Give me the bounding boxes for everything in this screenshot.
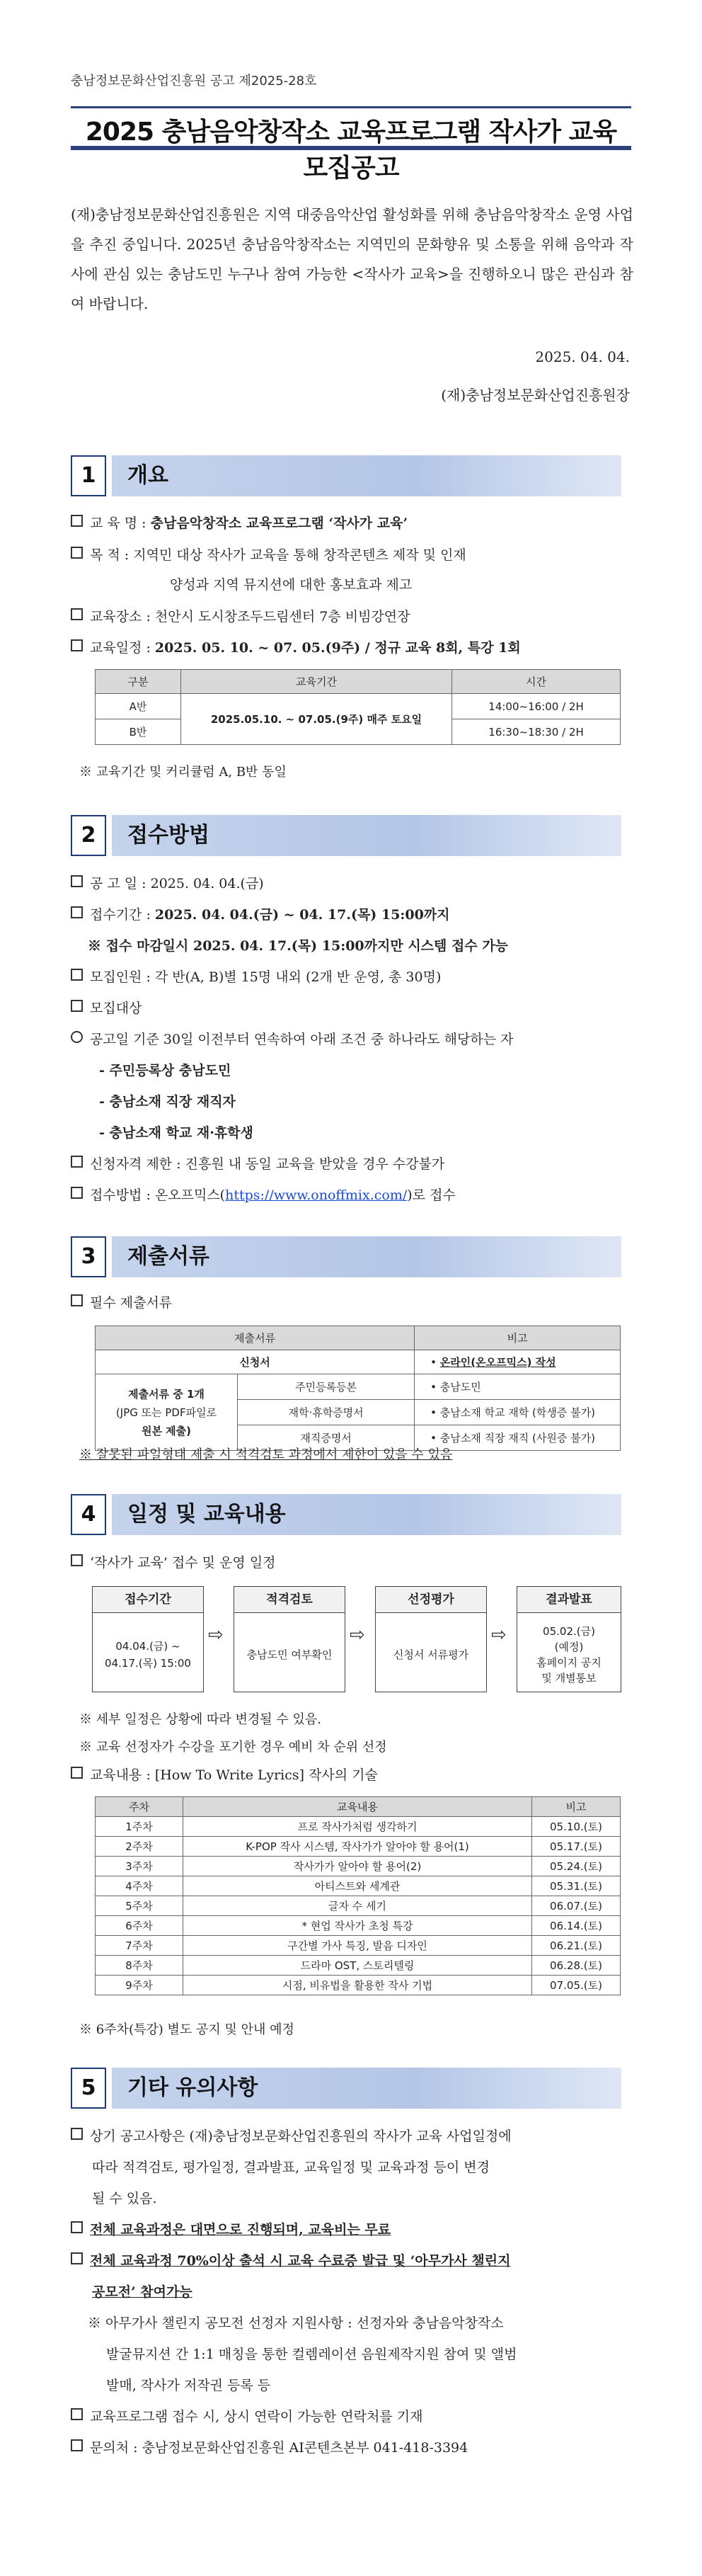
- square-bullet-icon: [71, 515, 83, 527]
- table-cell: 주민등록등본: [238, 1374, 415, 1400]
- table-header: 비고: [415, 1326, 621, 1350]
- restriction-line: 신청자격 제한 : 진흥원 내 동일 교육을 받았을 경우 수강불가: [71, 1153, 444, 1175]
- onoffmix-link[interactable]: https://www.onoffmix.com/: [225, 1187, 408, 1203]
- table-cell: 9주차: [96, 1976, 183, 1995]
- table-cell: 05.31.(토): [532, 1876, 621, 1896]
- place-line: 교육장소 : 천안시 도시창조두드림센터 7층 비빔강연장: [71, 606, 410, 627]
- square-bullet-icon: [71, 2252, 83, 2264]
- sec4-note-2: ※ 교육 선정자가 수강을 포기한 경우 예비 차 순위 선정: [79, 1740, 387, 1755]
- table-row: [96, 1916, 621, 1936]
- section-title: 일정 및 교육내용: [112, 1494, 621, 1535]
- square-bullet-icon: [71, 2221, 83, 2233]
- intro-paragraph: (재)충남정보문화산업진흥원은 지역 대중음악산업 활성화를 위해 충남음악창작소 운영 사업을 추진 중입니다. 2025년 충남음악창작소는 지역민의 문화향유 및 소통을 위해 음악과 작사에 관심 있는 충남도민 누구나 참여 가능한 <작사가 교육>을 진행하오니 많은 관심과 참여 바랍니다.: [71, 206, 633, 312]
- square-bullet-icon: [71, 1156, 83, 1168]
- announcement-date: 2025. 04. 04.: [535, 348, 630, 365]
- square-bullet-icon: [71, 2128, 83, 2140]
- table-header: 제출서류: [96, 1326, 415, 1350]
- document-number: 충남정보문화산업진흥원 공고 제2025-28호: [71, 74, 317, 89]
- required-docs-line: 필수 제출서류: [71, 1292, 172, 1313]
- section-1-header: [71, 455, 621, 496]
- table-cell: 7주차: [96, 1936, 183, 1956]
- notice-line-4: ※ 아무가사 챌린지 공모전 선정자 지원사항 : 선정자와 충남음악창작소: [88, 2315, 504, 2331]
- circle-bullet-icon: [71, 1031, 83, 1043]
- table-cell: 16:30~18:30 / 2H: [452, 719, 621, 745]
- period-line: 교육일정 : 2025. 05. 10. ~ 07. 05.(9주) / 정규 교육 8회, 특강 1회: [71, 637, 521, 659]
- target-item: - 주민등록상 충남도민: [99, 1063, 231, 1078]
- table-cell: 2주차: [96, 1837, 183, 1857]
- table-cell: B반: [96, 719, 181, 745]
- table-cell: 재학·휴학증명서: [238, 1400, 415, 1425]
- table-cell: 05.10.(토): [532, 1817, 621, 1837]
- table-cell: 신청서: [96, 1350, 415, 1374]
- square-bullet-icon: [71, 2408, 83, 2420]
- square-bullet-icon: [71, 547, 83, 559]
- target-item: - 충남소재 직장 재직자: [99, 1094, 236, 1110]
- schedule-intro-line: ‘작사가 교육’ 접수 및 운영 일정: [71, 1552, 276, 1573]
- square-bullet-icon: [71, 639, 83, 651]
- section-3-header: [71, 1236, 621, 1277]
- sec4-note-3: ※ 6주차(특강) 별도 공지 및 안내 예정: [79, 2022, 294, 2037]
- table-cell: 1주차: [96, 1817, 183, 1837]
- table-cell: 07.05.(토): [532, 1976, 621, 1995]
- table-cell: 재직증명서: [238, 1425, 415, 1451]
- table-row: [96, 1936, 621, 1956]
- table-cell: 8주차: [96, 1956, 183, 1976]
- target-line: 모집대상: [71, 998, 142, 1019]
- table-cell: 작사가가 알아야 할 용어(2): [183, 1857, 532, 1876]
- table-cell: 아티스트와 세계관: [183, 1876, 532, 1896]
- square-bullet-icon: [71, 1554, 83, 1566]
- table-row: [96, 1976, 621, 1995]
- notice-line-1: 상기 공고사항은 (재)충남정보문화산업진흥원의 작사가 교육 사업일정에: [71, 2126, 512, 2147]
- table-cell: 3주차: [96, 1857, 183, 1876]
- table-cell: 시점, 비유법을 활용한 작사 기법: [183, 1976, 532, 1995]
- table-header: 구분: [96, 670, 181, 694]
- table-cell: * 현업 작사가 초청 특강: [183, 1916, 532, 1936]
- curriculum-line: 교육내용 : [How To Write Lyrics] 작사의 기술: [71, 1765, 378, 1786]
- section-title: 기타 유의사항: [112, 2068, 621, 2109]
- table-header: 비고: [532, 1797, 621, 1817]
- table-header: 교육기간: [181, 670, 452, 694]
- table-cell: 프로 작사가처럼 생각하기: [183, 1817, 532, 1837]
- flow-step-apply: 접수기간 04.04.(금) ~ 04.17.(목) 15:00: [92, 1586, 204, 1692]
- arrow-icon: ⇨: [350, 1624, 365, 1646]
- section-title: 접수방법: [112, 815, 621, 856]
- square-bullet-icon: [71, 969, 83, 981]
- flow-step-review: 적격검토 충남도민 여부확인: [234, 1586, 345, 1692]
- deadline-note: ※ 접수 마감일시 2025. 04. 17.(목) 15:00까지만 시스템 접수 가능: [88, 938, 509, 954]
- table-cell: 05.17.(토): [532, 1837, 621, 1857]
- table-cell: • 충남소재 직장 재직 (사원증 불가): [415, 1425, 621, 1451]
- announce-date-line: 공 고 일 : 2025. 04. 04.(금): [71, 873, 264, 894]
- section-number: 5: [71, 2068, 106, 2109]
- table-cell: 06.14.(토): [532, 1916, 621, 1936]
- notice-line-5: 교육프로그램 접수 시, 상시 연락이 가능한 연락처를 기재: [71, 2406, 422, 2427]
- page-title: 2025 충남음악창작소 교육프로그램 작사가 교육 모집공고: [85, 118, 617, 183]
- title-banner: [71, 106, 631, 183]
- table-row: [96, 1896, 621, 1916]
- table-cell: 2025.05.10. ~ 07.05.(9주) 매주 토요일: [181, 694, 452, 745]
- table-row: [96, 1837, 621, 1857]
- table-row: [96, 1817, 621, 1837]
- section-number: 1: [71, 455, 106, 496]
- table-cell: 05.24.(토): [532, 1857, 621, 1876]
- sec1-note: ※ 교육기간 및 커리큘럼 A, B반 동일: [79, 765, 287, 780]
- table-cell: 06.28.(토): [532, 1956, 621, 1976]
- square-bullet-icon: [71, 1000, 83, 1012]
- table-cell: 글자 수 세기: [183, 1896, 532, 1916]
- notice-line-2: 전체 교육과정은 대면으로 진행되며, 교육비는 무료: [71, 2219, 391, 2240]
- purpose-line-2: 양성과 지역 뮤지션에 대한 홍보효과 제고: [170, 577, 413, 593]
- documents-table: [95, 1326, 621, 1451]
- table-cell: • 충남도민: [415, 1374, 621, 1400]
- section-5-header: [71, 2068, 621, 2109]
- table-row: [96, 1956, 621, 1976]
- table-cell: 6주차: [96, 1916, 183, 1936]
- square-bullet-icon: [71, 875, 83, 887]
- notice-line-1c: 될 수 있음.: [92, 2191, 157, 2206]
- notice-line-3b: 공모전’ 참여가능: [92, 2284, 192, 2300]
- square-bullet-icon: [71, 906, 83, 918]
- apply-period-line: 접수기간 : 2025. 04. 04.(금) ~ 04. 17.(목) 15:00까지: [71, 904, 450, 925]
- edu-name-line: 교 육 명 : 충남음악창작소 교육프로그램 ‘작사가 교육’: [71, 513, 408, 534]
- square-bullet-icon: [71, 1294, 83, 1306]
- square-bullet-icon: [71, 608, 83, 620]
- section-title: 제출서류: [112, 1236, 621, 1277]
- table-cell: • 온라인(온오프믹스) 작성: [415, 1350, 621, 1374]
- target-condition-line: 공고일 기준 30일 이전부터 연속하여 아래 조건 중 하나라도 해당하는 자: [71, 1029, 514, 1050]
- purpose-line: 목 적 : 지역민 대상 작사가 교육을 통해 창작콘텐츠 제작 및 인재: [71, 545, 466, 566]
- square-bullet-icon: [71, 1767, 83, 1779]
- table-cell: • 충남소재 학교 재학 (학생증 불가): [415, 1400, 621, 1425]
- table-cell: 06.07.(토): [532, 1896, 621, 1916]
- table-cell: 구간별 가사 특징, 발음 디자인: [183, 1936, 532, 1956]
- table-header: 교육내용: [183, 1797, 532, 1817]
- square-bullet-icon: [71, 1187, 83, 1199]
- section-title: 개요: [112, 455, 621, 496]
- sec3-note: ※ 잘못된 파일형태 제출 시 적격검토 과정에서 제한이 있을 수 있음: [79, 1447, 453, 1462]
- curriculum-table: [95, 1796, 621, 1995]
- table-cell: 4주차: [96, 1876, 183, 1896]
- section-2-header: [71, 815, 621, 856]
- table-header: 주차: [96, 1797, 183, 1817]
- table-row: [96, 1876, 621, 1896]
- section-number: 2: [71, 815, 106, 856]
- notice-line-1b: 따라 적격검토, 평가일정, 결과발표, 교육일정 및 교육과정 등이 변경: [92, 2160, 490, 2175]
- table-cell: 드라마 OST, 스토리텔링: [183, 1956, 532, 1976]
- recruit-count-line: 모집인원 : 각 반(A, B)별 15명 내외 (2개 반 운영, 총 30명): [71, 967, 441, 988]
- section-number: 3: [71, 1236, 106, 1277]
- notice-line-4b: 발굴뮤지션 간 1:1 매칭을 통한 컬렘레이션 음원제작지원 참여 및 앨범: [106, 2347, 517, 2362]
- notice-line-4c: 발매, 작사가 저작권 등록 등: [106, 2378, 271, 2393]
- apply-method-line: 접수방법 : 온오프믹스(https://www.onoffmix.com/)로 접수: [71, 1185, 456, 1206]
- flow-step-evaluation: 선정평가 신청서 서류평가: [375, 1586, 487, 1692]
- square-bullet-icon: [71, 2439, 83, 2451]
- sec4-note-1: ※ 세부 일정은 상황에 따라 변경될 수 있음.: [79, 1712, 321, 1727]
- arrow-icon: ⇨: [208, 1624, 224, 1646]
- contact-line: 문의처 : 충남정보문화산업진흥원 AI콘텐츠본부 041-418-3394: [71, 2437, 468, 2458]
- class-schedule-table: [95, 669, 621, 745]
- table-cell: 06.21.(토): [532, 1936, 621, 1956]
- table-cell: K-POP 작사 시스템, 작사가가 알아야 할 용어(1): [183, 1837, 532, 1857]
- target-item: - 충남소재 학교 재·휴학생: [99, 1125, 253, 1141]
- table-cell: 제출서류 중 1개 (JPG 또는 PDF파일로 원본 제출): [96, 1374, 238, 1451]
- flow-step-result: 결과발표 05.02.(금) (예정) 홈페이지 공지 및 개별통보: [517, 1586, 621, 1692]
- table-row: [96, 1857, 621, 1876]
- table-header: 시간: [452, 670, 621, 694]
- table-cell: 5주차: [96, 1896, 183, 1916]
- arrow-icon: ⇨: [491, 1624, 507, 1646]
- section-number: 4: [71, 1494, 106, 1535]
- signature: (재)충남정보문화산업진흥원장: [441, 387, 630, 404]
- table-cell: A반: [96, 694, 181, 719]
- table-cell: 14:00~16:00 / 2H: [452, 694, 621, 719]
- section-4-header: [71, 1494, 621, 1535]
- notice-line-3: 전체 교육과정 70%이상 출석 시 교육 수료증 발급 및 ‘아무가사 챌린지: [71, 2250, 510, 2272]
